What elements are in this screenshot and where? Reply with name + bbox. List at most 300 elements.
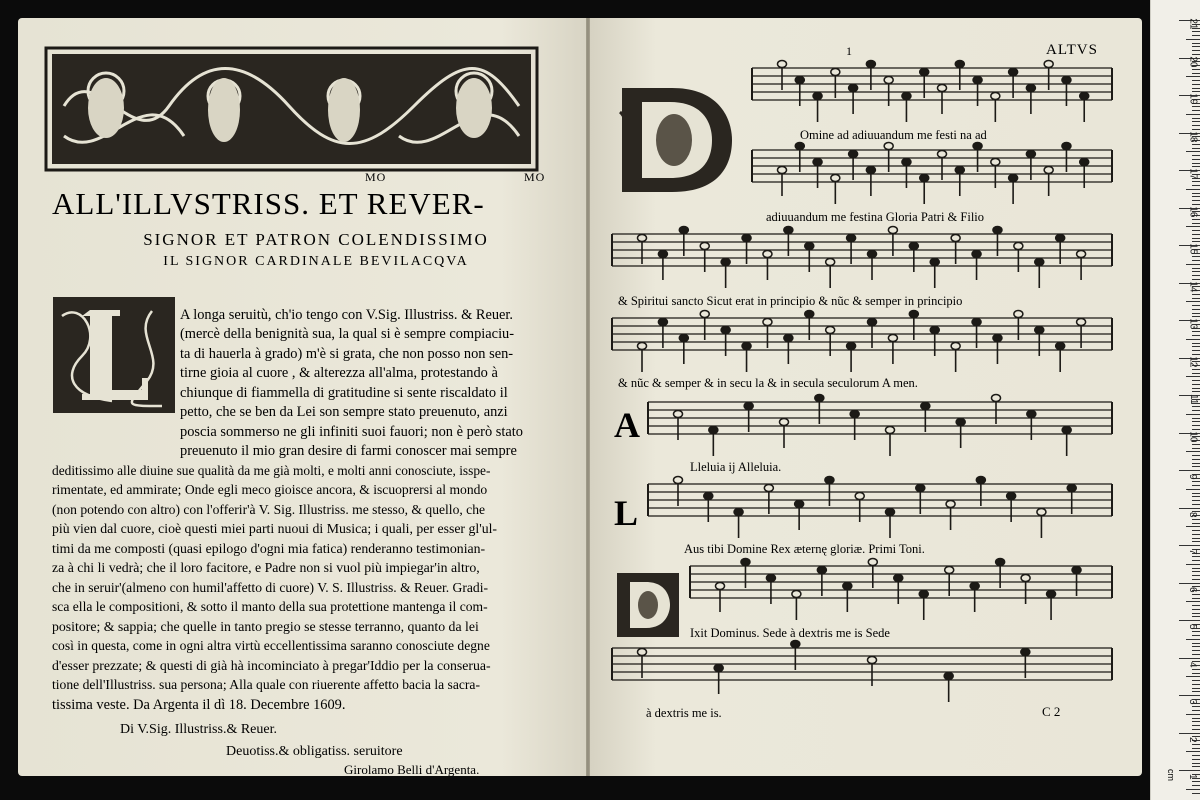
note-head xyxy=(826,327,835,334)
note-head xyxy=(1021,649,1030,656)
ruler-tick xyxy=(1192,271,1200,272)
capital-letter-a: A xyxy=(614,405,640,445)
note-head xyxy=(884,143,893,150)
ruler-number: 17 xyxy=(1187,168,1199,180)
body-line: preuenuto il mio gran desire di farmi conoscer mai sempre xyxy=(180,443,517,459)
ruler-tick xyxy=(1192,380,1200,381)
ruler-tick xyxy=(1186,301,1200,302)
ruler-tick xyxy=(1192,335,1200,336)
note-head xyxy=(930,259,939,266)
ruler-tick xyxy=(1186,451,1200,452)
note-head xyxy=(993,227,1002,234)
ruler-tick xyxy=(1186,376,1200,377)
note-head xyxy=(638,235,647,242)
lyric-line: & Spiritui sancto Sicut erat in principio & nũc & semper in principio xyxy=(618,294,963,308)
note-head xyxy=(849,151,858,158)
body-line: petto, che se ben da Lei son sempre stato preuenuto, anzi xyxy=(180,404,508,420)
body-line: ta di hauerla à grado) m'è si grata, che non posso non sen- xyxy=(180,346,514,362)
note-head xyxy=(1077,251,1086,258)
ruler-tick xyxy=(1186,114,1200,115)
lyric-line: Omine ad adiuuandum me festi na ad xyxy=(800,128,987,142)
ruler-tick xyxy=(1192,354,1200,355)
part-name: ALTVS xyxy=(1046,42,1098,58)
ruler-tick xyxy=(1192,35,1200,36)
note-head xyxy=(955,167,964,174)
ruler-unit: cm xyxy=(1166,769,1176,781)
note-head xyxy=(991,93,1000,100)
note-head xyxy=(658,319,667,326)
dedication-title-line2: SIGNOR ET PATRON COLENDISSIMO xyxy=(143,230,489,249)
note-head xyxy=(778,167,787,174)
body-line: A longa seruitù, ch'io tengo con V.Sig. Illustriss. & Reuer. xyxy=(180,307,514,323)
ruler-tick xyxy=(1192,418,1200,419)
ruler-number: 19 xyxy=(1187,93,1199,105)
note-head xyxy=(976,477,985,484)
note-head xyxy=(868,319,877,326)
note-head xyxy=(886,427,895,434)
note-head xyxy=(763,319,772,326)
ruler-tick xyxy=(1186,526,1200,527)
note-head xyxy=(638,343,647,350)
ruler-number: 1 xyxy=(1187,773,1199,780)
note-head xyxy=(1037,509,1046,516)
ruler-number: 7 xyxy=(1187,548,1199,555)
ruler-tick xyxy=(1192,605,1200,606)
note-head xyxy=(721,327,730,334)
body-line: tione dell'Illustriss. sua persona; Alla quale con riuerente affetto bacia la sacra- xyxy=(52,677,480,692)
note-head xyxy=(716,583,725,590)
note-head xyxy=(1035,259,1044,266)
ruler-tick xyxy=(1192,748,1200,749)
note-head xyxy=(973,77,982,84)
lyric-line: & nũc & semper & in secu la & in secula seculorum A men. xyxy=(618,376,918,390)
note-head xyxy=(795,77,804,84)
lyric-line: Aus tibi Domine Rex æternę gloriæ. Primi Toni. xyxy=(684,542,925,556)
note-head xyxy=(1027,411,1036,418)
note-head xyxy=(734,509,743,516)
ruler-tick xyxy=(1192,346,1200,347)
ruler-tick xyxy=(1192,481,1200,482)
ruler-tick xyxy=(1192,294,1200,295)
ruler-number: 16 xyxy=(1187,205,1199,217)
ruler-tick xyxy=(1192,466,1200,467)
ruler-tick xyxy=(1186,414,1200,415)
ruler-tick xyxy=(1192,69,1200,70)
ruler-tick xyxy=(1192,684,1200,685)
note-head xyxy=(970,583,979,590)
ruler-tick xyxy=(1186,189,1200,190)
note-head xyxy=(784,335,793,342)
body-line: za à chi li vedrà; che il loro facitore, e Padre non si vuol più impiegar'in altro, xyxy=(52,560,480,575)
note-head xyxy=(894,575,903,582)
ruler-tick xyxy=(1192,609,1200,610)
ruler-tick xyxy=(1186,789,1200,790)
ruler-tick xyxy=(1192,230,1200,231)
ruler-tick xyxy=(1179,545,1200,546)
lyric-line: Lleluia ij Alleluia. xyxy=(690,460,782,474)
ruler-tick xyxy=(1179,508,1200,509)
ruler-tick xyxy=(1192,298,1200,299)
ruler-tick xyxy=(1192,718,1200,719)
note-head xyxy=(866,61,875,68)
note-head xyxy=(909,311,918,318)
note-head xyxy=(849,85,858,92)
ruler-number: 8 xyxy=(1187,511,1199,517)
note-head xyxy=(902,93,911,100)
note-head xyxy=(1056,343,1065,350)
note-head xyxy=(805,311,814,318)
ruler-tick xyxy=(1192,241,1200,242)
note-head xyxy=(972,251,981,258)
note-head xyxy=(916,485,925,492)
lyric-line: à dextris me is. xyxy=(646,706,722,720)
ruler-tick xyxy=(1192,429,1200,430)
note-head xyxy=(1044,61,1053,68)
ruler-tick xyxy=(1192,598,1200,599)
ruler-tick xyxy=(1192,88,1200,89)
ruler-tick xyxy=(1192,384,1200,385)
ruler-tick xyxy=(1192,275,1200,276)
note-head xyxy=(766,575,775,582)
ruler-tick xyxy=(1192,575,1200,576)
ruler-tick xyxy=(1192,84,1200,85)
ruler-tick xyxy=(1192,459,1200,460)
ruler-tick xyxy=(1192,463,1200,464)
ruler-tick xyxy=(1186,226,1200,227)
closing-salutation: Di V.Sig. Illustriss.& Reuer. xyxy=(120,722,278,737)
note-head xyxy=(850,411,859,418)
note-head xyxy=(1009,175,1018,182)
ruler-tick xyxy=(1186,489,1200,490)
note-head xyxy=(679,335,688,342)
body-line: positore; & sappia; che quelle in tanto pregio se stesse terranno, quanto da lei xyxy=(52,619,479,634)
note-head xyxy=(920,69,929,76)
note-head xyxy=(704,493,713,500)
note-head xyxy=(1047,591,1056,598)
body-line: poscia sommerso ne gli infiniti suoi fauori; non è però stato xyxy=(180,424,523,440)
note-head xyxy=(721,259,730,266)
ruler-tick xyxy=(1192,193,1200,194)
ruler-tick xyxy=(1192,744,1200,745)
ruler-number: 10 xyxy=(1187,430,1199,442)
note-head xyxy=(1056,235,1065,242)
ruler-tick xyxy=(1192,448,1200,449)
ruler-tick xyxy=(1192,729,1200,730)
note-head xyxy=(1080,93,1089,100)
body-line: (non potendo con altro) con l'offerir'à V. Sig. Illustriss. me stesso, & quello, che xyxy=(52,502,486,517)
note-head xyxy=(826,259,835,266)
note-head xyxy=(792,591,801,598)
ruler-tick xyxy=(1192,110,1200,111)
lyric-line: Ixit Dominus. Sede à dextris me is Sede xyxy=(690,626,890,640)
note-head xyxy=(674,411,683,418)
ruler-tick xyxy=(1179,583,1200,584)
ruler-tick xyxy=(1192,643,1200,644)
note-head xyxy=(843,583,852,590)
note-head xyxy=(1062,77,1071,84)
ruler-tick xyxy=(1192,118,1200,119)
note-head xyxy=(847,235,856,242)
ruler-number: 11 xyxy=(1187,394,1199,405)
body-line: tissima veste. Da Argenta il dì 18. Decembre 1609. xyxy=(52,697,346,713)
body-line: sca ella le compositioni, & sotto il manto della sua protettione mantenga il com- xyxy=(52,599,488,614)
note-head xyxy=(909,243,918,250)
ruler-tick xyxy=(1179,695,1200,696)
note-head xyxy=(884,77,893,84)
ruler-tick xyxy=(1186,601,1200,602)
ruler-tick xyxy=(1192,148,1200,149)
ruler-tick xyxy=(1192,223,1200,224)
ruler-tick xyxy=(1192,144,1200,145)
ruler-tick xyxy=(1192,455,1200,456)
note-head xyxy=(945,567,954,574)
ruler-tick xyxy=(1192,305,1200,306)
ruler-tick xyxy=(1179,620,1200,621)
ruler-tick xyxy=(1192,688,1200,689)
ruler-tick xyxy=(1186,676,1200,677)
note-head xyxy=(778,61,787,68)
note-head xyxy=(951,235,960,242)
ruler-tick xyxy=(1192,504,1200,505)
note-head xyxy=(742,235,751,242)
body-line: così in questa, come in ogni altra virtù eccellentissima saranno conosciute degne xyxy=(52,638,490,653)
ruler-tick xyxy=(1192,309,1200,310)
note-head xyxy=(866,167,875,174)
ruler-tick xyxy=(1192,650,1200,651)
note-head xyxy=(805,243,814,250)
ruler-tick xyxy=(1192,155,1200,156)
ruler-tick xyxy=(1192,541,1200,542)
page-number: 1 xyxy=(846,44,852,58)
note-head xyxy=(825,477,834,484)
ruler-tick xyxy=(1179,658,1200,659)
note-head xyxy=(847,343,856,350)
ruler-tick xyxy=(1186,151,1200,152)
ruler-number: 20 xyxy=(1187,55,1199,67)
note-head xyxy=(831,175,840,182)
ruler-tick xyxy=(1192,91,1200,92)
note-head xyxy=(996,559,1005,566)
note-head xyxy=(817,567,826,574)
ruler-tick xyxy=(1192,635,1200,636)
note-head xyxy=(973,143,982,150)
ruler-tick xyxy=(1192,185,1200,186)
ruler-tick xyxy=(1192,166,1200,167)
ruler-tick xyxy=(1192,631,1200,632)
ruler-tick xyxy=(1192,54,1200,55)
ruler-tick xyxy=(1192,256,1200,257)
note-head xyxy=(938,85,947,92)
ruler-number: 5 xyxy=(1187,623,1199,630)
body-line: rimentate, ed ammirate; Onde egli meco gioisce ancora, & iscuoprersi al mondo xyxy=(52,482,488,497)
note-head xyxy=(763,251,772,258)
ruler-tick xyxy=(1179,733,1200,734)
note-head xyxy=(813,159,822,166)
note-head xyxy=(709,427,718,434)
ruler-tick xyxy=(1192,410,1200,411)
ruler-tick xyxy=(1192,181,1200,182)
note-head xyxy=(991,159,1000,166)
note-head xyxy=(902,159,911,166)
note-head xyxy=(658,251,667,258)
note-head xyxy=(831,69,840,76)
dedication-title-line3: IL SIGNOR CARDINALE BEVILACQVA xyxy=(163,254,469,269)
note-head xyxy=(1044,167,1053,174)
ruler-tick xyxy=(1192,673,1200,674)
ruler-tick xyxy=(1192,646,1200,647)
note-head xyxy=(1077,319,1086,326)
ruler-tick xyxy=(1192,519,1200,520)
ruler-tick xyxy=(1192,781,1200,782)
ruler-number: 2 xyxy=(1187,736,1199,742)
ruler-tick xyxy=(1192,260,1200,261)
ruler-tick xyxy=(1192,31,1200,32)
ruler-tick xyxy=(1192,80,1200,81)
note-head xyxy=(888,227,897,234)
note-head xyxy=(920,175,929,182)
note-head xyxy=(700,311,709,318)
ruler-tick xyxy=(1192,538,1200,539)
ruler-tick xyxy=(1192,43,1200,44)
ruler-tick xyxy=(1192,129,1200,130)
ruler-tick xyxy=(1192,268,1200,269)
ruler-tick xyxy=(1192,594,1200,595)
ruler-tick xyxy=(1192,560,1200,561)
ruler-tick xyxy=(1192,785,1200,786)
ruler-tick xyxy=(1192,373,1200,374)
ruler-number: 21 xyxy=(1187,18,1199,30)
ruler-tick xyxy=(1192,196,1200,197)
ruler-tick xyxy=(1192,121,1200,122)
body-line: timi da me composti (quasi epilogo d'ogni mia fatica) renderanno testimonian- xyxy=(52,541,486,556)
dedication-title-line1: ALL'ILLVSTRISS. ET REVER- xyxy=(52,186,485,221)
note-head xyxy=(813,93,822,100)
note-head xyxy=(742,343,751,350)
ruler-tick xyxy=(1192,755,1200,756)
body-line: deditissimo alle diuine sue qualità da me già molti, e molti anni conosciute, isspe- xyxy=(52,463,491,478)
ruler-tick xyxy=(1192,571,1200,572)
ruler-tick xyxy=(1179,470,1200,471)
note-head xyxy=(674,477,683,484)
note-head xyxy=(886,509,895,516)
note-head xyxy=(868,657,877,664)
ruler-tick xyxy=(1192,568,1200,569)
ruler-tick xyxy=(1186,751,1200,752)
body-line: che in seruir'(almeno con humil'affetto di cuore) V. S. Illustriss. & Reuer. Gradi- xyxy=(52,580,489,595)
ruler-tick xyxy=(1192,534,1200,535)
note-head xyxy=(944,673,953,680)
ruler-tick xyxy=(1179,770,1200,771)
ruler-tick xyxy=(1192,613,1200,614)
ruler-tick xyxy=(1192,316,1200,317)
note-head xyxy=(946,501,955,508)
ruler-number: 12 xyxy=(1187,355,1199,367)
ruler-tick xyxy=(1186,564,1200,565)
ruler-tick xyxy=(1192,579,1200,580)
measuring-ruler xyxy=(1150,0,1200,800)
ruler-tick xyxy=(1192,763,1200,764)
ruler-tick xyxy=(1192,485,1200,486)
ruler-tick xyxy=(1192,793,1200,794)
note-head xyxy=(956,419,965,426)
ruler-tick xyxy=(1192,106,1200,107)
body-line: tirne gioia al cuore , & alterezza all'alma, protestando à xyxy=(180,365,498,381)
ruler-tick xyxy=(1192,556,1200,557)
note-head xyxy=(815,395,824,402)
ruler-tick xyxy=(1192,710,1200,711)
ruler-tick xyxy=(1192,444,1200,445)
body-line: (mercè della benignità sua, la qual si è sempre compiaciu- xyxy=(180,326,515,342)
ruler-number: 9 xyxy=(1187,473,1199,480)
note-head xyxy=(679,227,688,234)
note-head xyxy=(868,559,877,566)
note-head xyxy=(791,641,800,648)
note-head xyxy=(714,665,723,672)
ruler-tick xyxy=(1192,350,1200,351)
note-head xyxy=(795,501,804,508)
note-head xyxy=(764,485,773,492)
ruler-tick xyxy=(1192,654,1200,655)
ruler-tick xyxy=(1192,313,1200,314)
ruler-tick xyxy=(1192,421,1200,422)
note-head xyxy=(795,143,804,150)
ruler-tick xyxy=(1192,73,1200,74)
note-head xyxy=(1080,159,1089,166)
note-head xyxy=(955,61,964,68)
ruler-tick xyxy=(1192,238,1200,239)
ruler-number: 18 xyxy=(1187,130,1199,142)
ruler-tick xyxy=(1192,530,1200,531)
note-head xyxy=(1062,143,1071,150)
note-head xyxy=(1072,567,1081,574)
ruler-tick xyxy=(1192,706,1200,707)
ruler-tick xyxy=(1192,369,1200,370)
title-superscript-left: MO xyxy=(365,170,387,184)
body-line: più vien dal cuore, cioè questi miei parti nuoui di Musica; i quali, per esser gl'ul- xyxy=(52,521,498,536)
ruler-number: 3 xyxy=(1187,698,1199,705)
note-head xyxy=(638,649,647,656)
ruler-tick xyxy=(1192,50,1200,51)
ruler-tick xyxy=(1192,493,1200,494)
ruler-number: 14 xyxy=(1187,280,1199,292)
ruler-tick xyxy=(1192,200,1200,201)
ruler-tick xyxy=(1192,388,1200,389)
capital-letter-l: L xyxy=(614,493,639,533)
note-head xyxy=(1062,427,1071,434)
note-head xyxy=(1021,575,1030,582)
note-head xyxy=(972,319,981,326)
ruler-number: 4 xyxy=(1187,661,1199,667)
note-head xyxy=(1026,151,1035,158)
note-head xyxy=(784,227,793,234)
note-head xyxy=(1014,311,1023,318)
body-line: d'esser prezzate; & questi di già hà incominciato à pregar'Iddio per la conserua- xyxy=(52,658,491,673)
ruler-tick xyxy=(1192,391,1200,392)
ruler-number: 15 xyxy=(1187,243,1199,255)
note-head xyxy=(992,395,1001,402)
ruler-tick xyxy=(1192,759,1200,760)
ruler-tick xyxy=(1192,331,1200,332)
ruler-tick xyxy=(1192,669,1200,670)
ruler-tick xyxy=(1192,725,1200,726)
body-line: chiunque di fiammella di gratitudine si sente riscaldato il xyxy=(180,385,508,401)
note-head xyxy=(780,419,789,426)
ruler-tick xyxy=(1192,680,1200,681)
ruler-tick xyxy=(1192,406,1200,407)
ruler-tick xyxy=(1192,46,1200,47)
ruler-tick xyxy=(1192,343,1200,344)
note-head xyxy=(1009,69,1018,76)
